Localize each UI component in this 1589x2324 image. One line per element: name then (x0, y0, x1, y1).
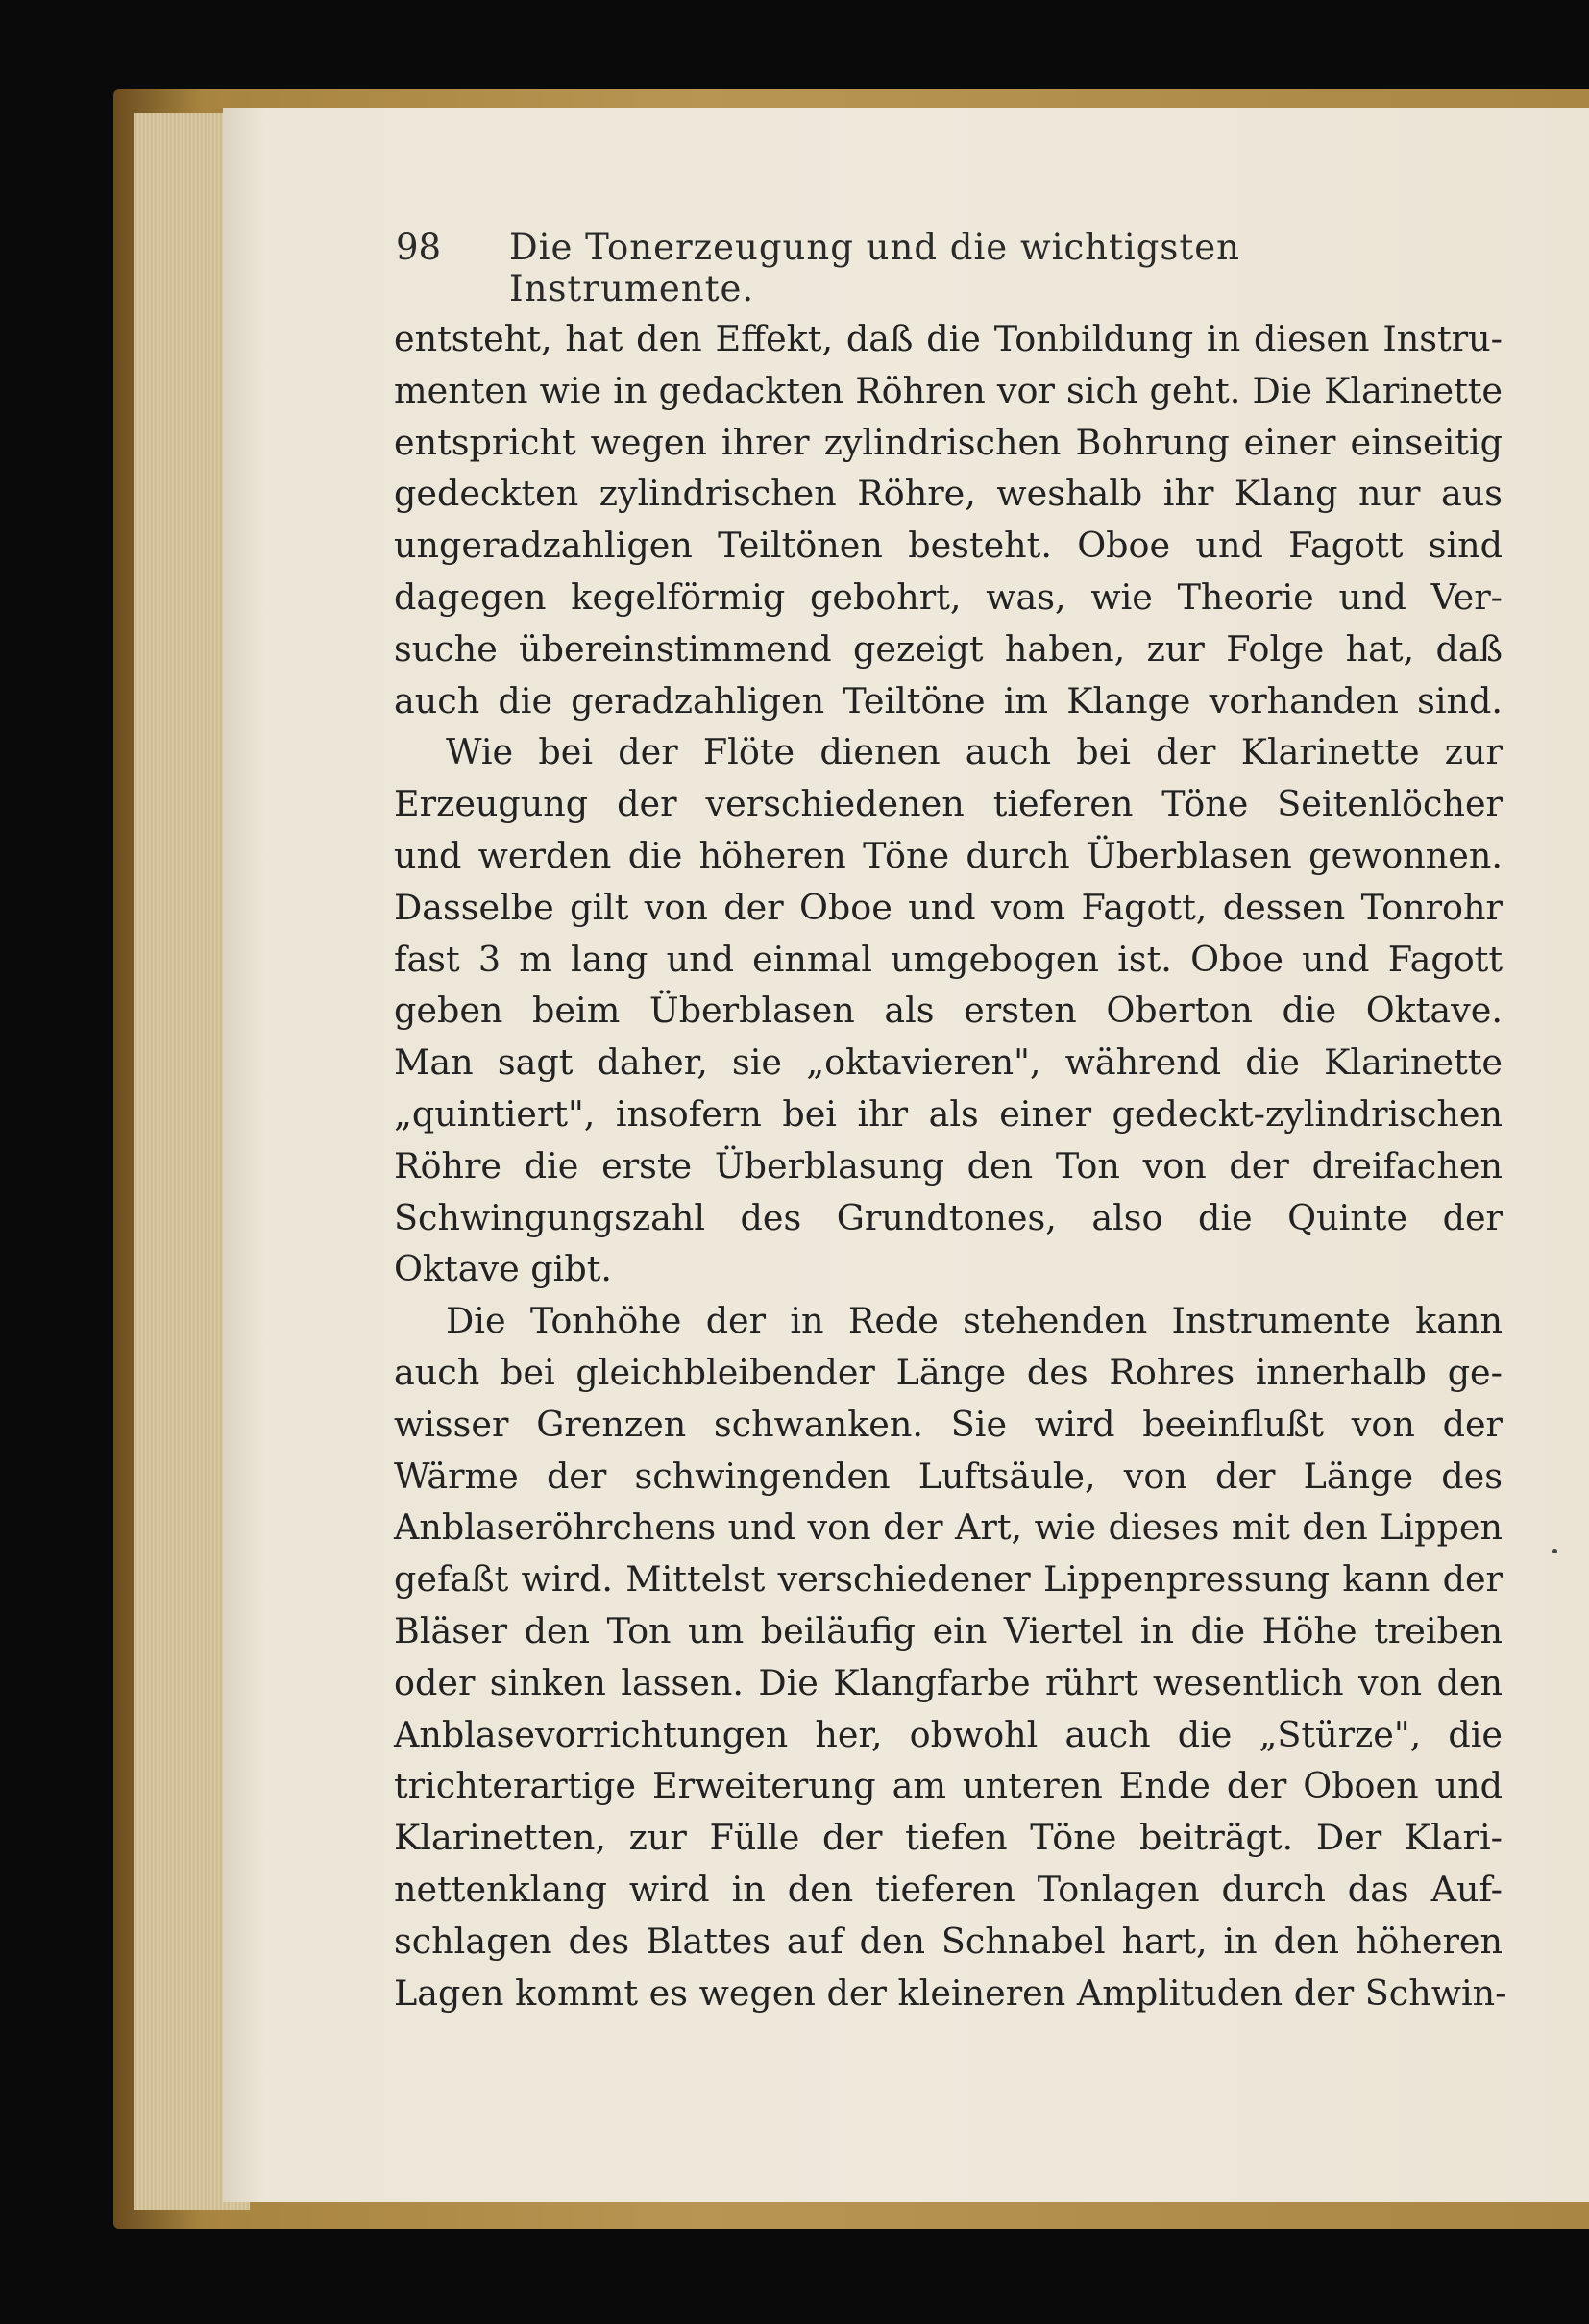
text-line: Dasselbe gilt von der Oboe und vom Fagott, dessen Tonrohr (394, 886, 1503, 928)
text-line: Oktave gibt. (394, 1248, 612, 1290)
text-line: gefaßt wird. Mittelst verschiedener Lippenpressung kann der (394, 1558, 1503, 1601)
text-line: geben beim Überblasen als ersten Oberton die Oktave. (394, 990, 1503, 1032)
text-line: Röhre die erste Überblasung den Ton von der dreifachen (394, 1144, 1503, 1186)
text-line: gedeckten zylindrischen Röhre, weshalb ihr Klang nur aus (394, 473, 1503, 515)
running-title: Die Tonerzeugung und die wichtigsten Instrumente. (509, 227, 1240, 309)
text-line: „quintiert", insofern bei ihr als einer gedeckt-zylindrischen (394, 1092, 1503, 1135)
text-line: Lagen kommt es wegen der kleineren Amplituden der Schwin- (394, 1971, 1507, 2014)
text-line: Erzeugung der verschiedenen tieferen Töne Seitenlöcher (394, 783, 1503, 825)
text-line: Klarinetten, zur Fülle der tiefen Töne beiträgt. Der Klari- (394, 1817, 1503, 1859)
text-line: Anblaseröhrchens und von der Art, wie dieses mit den Lippen (394, 1506, 1503, 1549)
text-line: Wie bei der Flöte dienen auch bei der Klarinette zur (446, 731, 1503, 773)
text-line: wisser Grenzen schwanken. Sie wird beeinflußt von der (394, 1403, 1503, 1445)
text-line: Die Tonhöhe der in Rede stehenden Instrumente kann (446, 1300, 1503, 1342)
body-text (394, 313, 1507, 2018)
text-line: oder sinken lassen. Die Klangfarbe rührt wesentlich von den (394, 1661, 1503, 1703)
text-line: trichterartige Erweiterung am unteren Ende der Oboen und (394, 1765, 1503, 1807)
text-line: schlagen des Blattes auf den Schnabel hart, in den höheren (394, 1920, 1503, 1962)
text-line: Bläser den Ton um beiläufig ein Viertel in die Höhe treiben (394, 1609, 1503, 1651)
text-line: entsteht, hat den Effekt, daß die Tonbildung in diesen Instru- (394, 318, 1503, 359)
text-line: und werden die höheren Töne durch Überblasen gewonnen. (394, 834, 1503, 876)
text-line: Man sagt daher, sie „oktavieren", während die Klarinette (394, 1041, 1503, 1084)
text-line: entspricht wegen ihrer zylindrischen Bohrung einer einseitig (394, 421, 1503, 463)
margin-dot (1552, 1549, 1557, 1553)
text-line: dagegen kegelförmig gebohrt, was, wie Theorie und Ver- (394, 575, 1503, 618)
text-line: ungeradzahligen Teiltönen besteht. Oboe und Fagott sind (394, 525, 1503, 567)
text-line: fast 3 m lang und einmal umgebogen ist. Oboe und Fagott (394, 938, 1503, 980)
page-header (396, 227, 1462, 309)
page-number: 98 (396, 227, 442, 268)
text-line: Wärme der schwingenden Luftsäule, von der Länge des (394, 1455, 1503, 1497)
text-line: auch bei gleichbleibender Länge des Rohres innerhalb ge- (394, 1351, 1503, 1393)
text-line: Anblasevorrichtungen her, obwohl auch die „Stürze", die (394, 1713, 1503, 1755)
text-line: auch die geradzahligen Teiltöne im Klange vorhanden sind. (394, 679, 1503, 722)
text-line: menten wie in gedackten Röhren vor sich geht. Die Klarinette (394, 369, 1503, 411)
text-line: suche übereinstimmend gezeigt haben, zur Folge hat, daß (394, 627, 1503, 670)
text-line: nettenklang wird in den tieferen Tonlagen durch das Auf- (394, 1868, 1503, 1910)
text-line: Schwingungszahl des Grundtones, also die Quinte der (394, 1196, 1503, 1238)
